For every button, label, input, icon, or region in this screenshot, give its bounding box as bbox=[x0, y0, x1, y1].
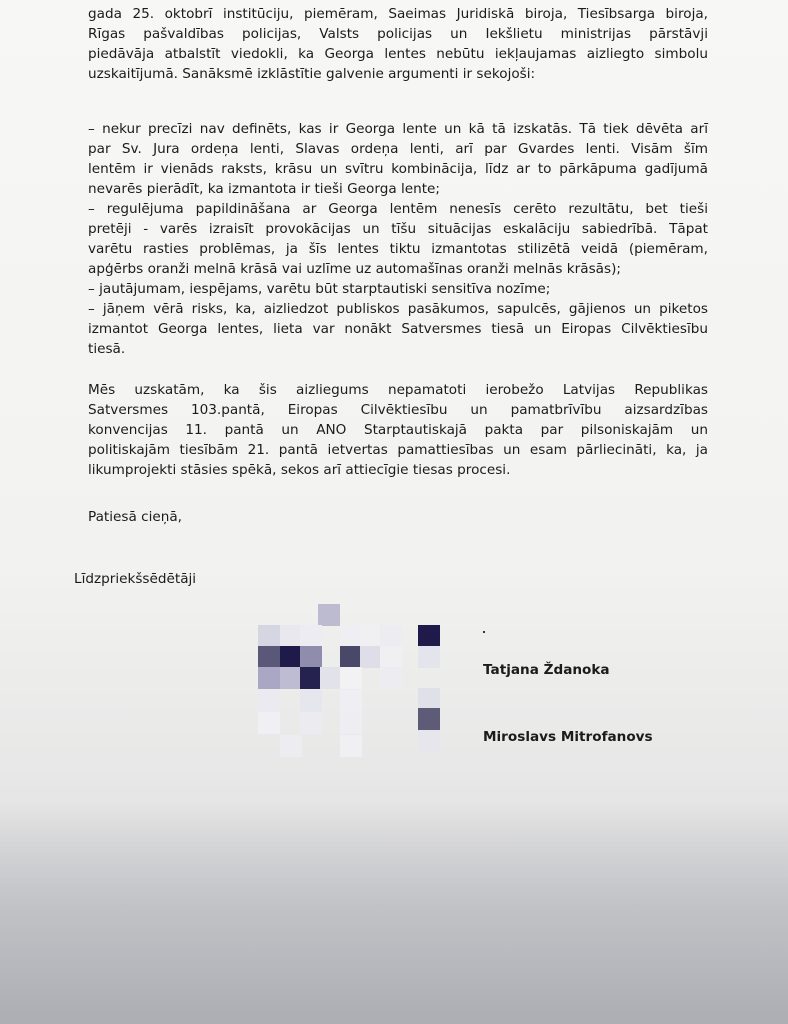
pixel-block bbox=[300, 625, 322, 647]
pixel-block bbox=[380, 646, 402, 668]
text-line: varētu rasties problēmas, ja šīs lentes tiktu izmantotas stilizētā veidā (piemēram, bbox=[88, 241, 708, 257]
pixel-block bbox=[418, 625, 440, 647]
text-line: Satversmes 103.pantā, Eiropas Cilvēktiesību un pamatbrīvību aizsardzības bbox=[88, 402, 708, 418]
pixel-block bbox=[280, 625, 302, 647]
pixel-block bbox=[258, 625, 280, 647]
pixel-block bbox=[340, 735, 362, 757]
text-line: Rīgas pašvaldības policijas, Valsts policijas un Iekšlietu ministrijas pārstāvji bbox=[88, 26, 708, 42]
text-line: likumprojekti stāsies spēkā, sekos arī attiecīgie tiesas procesi. bbox=[88, 462, 511, 478]
pixel-block bbox=[340, 625, 362, 647]
signature-dot bbox=[483, 631, 485, 633]
closing-salutation: Patiesā cieņā, bbox=[88, 509, 183, 525]
pixel-block bbox=[300, 646, 322, 668]
pixel-block bbox=[300, 667, 322, 689]
text-line: uzskaitījumā. Sanāksmē izklāstītie galvenie argumenti ir sekojoši: bbox=[88, 66, 536, 82]
pixel-block bbox=[418, 688, 440, 710]
pixel-block bbox=[380, 625, 402, 647]
text-line: izmantot Georga lentes, lieta var nonākt Satversmes tiesā un Eiropas Cilvēktiesību bbox=[88, 321, 708, 337]
text-line: – jāņem vērā risks, ka, aizliedzot publiskos pasākumos, sapulcēs, gājienos un piketos bbox=[88, 301, 708, 317]
text-line: nevarēs pierādīt, ka izmantota ir tieši Georga lente; bbox=[88, 181, 440, 197]
pixel-block bbox=[280, 646, 302, 668]
signatory-name-2: Miroslavs Mitrofanovs bbox=[483, 729, 653, 745]
pixel-block bbox=[318, 604, 340, 626]
pixel-block bbox=[418, 646, 440, 668]
pixel-block bbox=[360, 625, 382, 647]
pixel-block bbox=[380, 667, 402, 689]
pixel-block bbox=[280, 667, 302, 689]
text-line: lentēm ir vienāds raksts, krāsu un svītru kombinācija, līdz ar to pārkāpuma gadījumā bbox=[88, 161, 708, 177]
signatory-name-1: Tatjana Ždanoka bbox=[483, 662, 610, 678]
pixel-block bbox=[300, 712, 322, 734]
text-line: – jautājumam, iespējams, varētu būt starptautiski sensitīva nozīme; bbox=[88, 281, 551, 297]
text-line: – nekur precīzi nav definēts, kas ir Georga lente un kā tā izskatās. Tā tiek dēvēta arī bbox=[88, 121, 708, 137]
pixel-block bbox=[418, 708, 440, 730]
pixel-block bbox=[258, 690, 280, 712]
text-line: gada 25. oktobrī institūciju, piemēram, Saeimas Juridiskā biroja, Tiesībsarga biroja, bbox=[88, 6, 708, 22]
pixel-block bbox=[360, 646, 382, 668]
pixel-block bbox=[340, 646, 362, 668]
paragraph-1 bbox=[88, 4, 708, 84]
pixel-block bbox=[258, 646, 280, 668]
pixel-block bbox=[340, 690, 362, 712]
pixel-block bbox=[320, 667, 342, 689]
text-line: apģērbs oranži melnā krāsā vai uzlīme uz automašīnas oranži melnās krāsās); bbox=[88, 261, 621, 277]
pixel-block bbox=[340, 667, 362, 689]
text-line: tiesā. bbox=[88, 341, 126, 357]
pixel-block bbox=[340, 712, 362, 734]
pixel-block bbox=[280, 735, 302, 757]
paragraph-2-arguments bbox=[88, 119, 708, 359]
text-line: konvencijas 11. pantā un ANO Starptautiskajā pakta par pilsoniskajām un bbox=[88, 422, 708, 438]
text-line: Mēs uzskatām, ka šis aizliegums nepamatoti ierobežo Latvijas Republikas bbox=[88, 382, 708, 398]
pixel-block bbox=[258, 667, 280, 689]
text-line: politiskajām tiesībām 21. pantā ietvertas pamattiesības un esam pārliecināti, ka, ja bbox=[88, 442, 708, 458]
text-line: par Sv. Jura ordeņa lenti, Slavas ordeņa lenti, arī par Gvardes lenti. Visām šīm bbox=[88, 141, 708, 157]
text-line: – regulējuma papildināšana ar Georga lentēm nenesīs cerēto rezultātu, bet tieši bbox=[88, 201, 708, 217]
text-line: piedāvāja atbalstīt viedokli, ka Georga lentes nebūtu iekļaujamas aizliegto simbolu bbox=[88, 46, 708, 62]
page-shadow bbox=[0, 800, 788, 1024]
pixel-block bbox=[418, 730, 440, 752]
paragraph-3 bbox=[88, 380, 708, 480]
signatory-role: Līdzpriekšsēdētāji bbox=[74, 571, 197, 587]
pixel-block bbox=[258, 712, 280, 734]
pixel-block bbox=[300, 690, 322, 712]
text-line: pretēji - varēs izraisīt provokācijas un tīšu situācijas eskalāciju sabiedrībā. Tāpat bbox=[88, 221, 708, 237]
